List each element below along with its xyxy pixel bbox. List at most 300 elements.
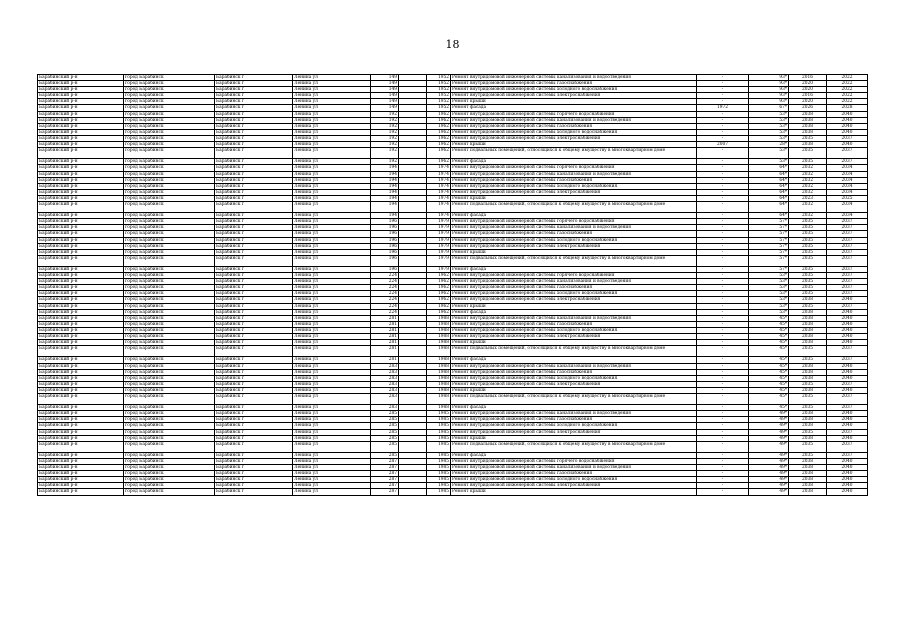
work-type-cell: Ремонт внутридомовой инженерной системы газоснабжения (451, 471, 697, 477)
house-number-cell: 283 (371, 387, 399, 393)
work-type-cell: Ремонт внутридомовой инженерной системы холодного водоснабжения (451, 291, 697, 297)
wear-cell: 53* (749, 159, 789, 165)
built-year-cell: 1962 (427, 129, 451, 135)
wear-cell: 45* (749, 381, 789, 387)
repair-schedule-table (37, 74, 868, 496)
locality-cell: Барабинск г (215, 99, 293, 105)
settlement-cell: город Барабинск (124, 321, 215, 327)
house-number-cell: 285 (371, 429, 399, 435)
locality-cell: Барабинск г (215, 237, 293, 243)
settlement-cell: город Барабинск (124, 93, 215, 99)
built-year-cell: 1979 (427, 255, 451, 266)
wear-cell: 53* (749, 117, 789, 123)
end-year-cell: 2040 (827, 340, 868, 346)
last-repair-year-cell: - (697, 267, 749, 273)
start-year-cell: 2038 (789, 471, 827, 477)
street-cell: Ленина ул (293, 459, 371, 465)
built-year-cell: 1962 (427, 297, 451, 303)
wear-cell: 45* (749, 363, 789, 369)
work-type-cell: Ремонт крыши (451, 142, 697, 148)
end-year-cell: 2037 (827, 393, 868, 404)
last-repair-year-cell: - (697, 357, 749, 363)
district-cell: Барабинский р-н (38, 267, 124, 273)
wear-cell: 28* (749, 142, 789, 148)
last-repair-year-cell: - (697, 291, 749, 297)
settlement-cell: город Барабинск (124, 327, 215, 333)
street-cell: Ленина ул (293, 243, 371, 249)
built-year-cell: 1988 (427, 357, 451, 363)
last-repair-year-cell: - (697, 279, 749, 285)
work-type-cell: Ремонт внутридомовой инженерной системы газоснабжения (451, 417, 697, 423)
work-type-cell: Ремонт фасада (451, 213, 697, 219)
house-number-cell: 285 (371, 423, 399, 429)
work-type-cell: Ремонт внутридомовой инженерной системы газоснабжения (451, 369, 697, 375)
built-year-cell: 1985 (427, 435, 451, 441)
end-year-cell: 2040 (827, 309, 868, 315)
settlement-cell: город Барабинск (124, 381, 215, 387)
start-year-cell: 2038 (789, 417, 827, 423)
settlement-cell: город Барабинск (124, 75, 215, 81)
house-number-cell: 287 (371, 465, 399, 471)
built-year-cell: 1985 (427, 441, 451, 452)
settlement-cell: город Барабинск (124, 142, 215, 148)
work-type-cell: Ремонт фасада (451, 159, 697, 165)
last-repair-year-cell: - (697, 346, 749, 357)
locality-cell: Барабинск г (215, 123, 293, 129)
wear-cell: 53* (749, 297, 789, 303)
street-cell: Ленина ул (293, 213, 371, 219)
built-year-cell: 1985 (427, 477, 451, 483)
street-cell: Ленина ул (293, 363, 371, 369)
street-cell: Ленина ул (293, 255, 371, 266)
street-cell: Ленина ул (293, 177, 371, 183)
wear-cell: 53* (749, 111, 789, 117)
settlement-cell: город Барабинск (124, 183, 215, 189)
last-repair-year-cell: - (697, 363, 749, 369)
settlement-cell: город Барабинск (124, 441, 215, 452)
street-cell: Ленина ул (293, 219, 371, 225)
work-type-cell: Ремонт внутридомовой инженерной системы канализования и водоотведения (451, 315, 697, 321)
district-cell: Барабинский р-н (38, 111, 124, 117)
end-year-cell: 2034 (827, 213, 868, 219)
work-type-cell: Ремонт внутридомовой инженерной системы горячего водоснабжения (451, 219, 697, 225)
start-year-cell: 2038 (789, 142, 827, 148)
street-cell: Ленина ул (293, 483, 371, 489)
last-repair-year-cell: - (697, 123, 749, 129)
house-number-cell: 285 (371, 452, 399, 458)
built-year-cell: 1979 (427, 249, 451, 255)
district-cell: Барабинский р-н (38, 171, 124, 177)
settlement-cell: город Барабинск (124, 81, 215, 87)
wear-cell: 64* (749, 171, 789, 177)
house-number-cell: 192 (371, 117, 399, 123)
wear-cell: 64* (749, 183, 789, 189)
start-year-cell: 2035 (789, 225, 827, 231)
wear-cell: 49* (749, 417, 789, 423)
start-year-cell: 2035 (789, 393, 827, 404)
built-year-cell: 1988 (427, 321, 451, 327)
built-year-cell: 1988 (427, 315, 451, 321)
house-number-cell: 281 (371, 357, 399, 363)
wear-cell: 53* (749, 309, 789, 315)
end-year-cell: 2037 (827, 357, 868, 363)
start-year-cell: 2038 (789, 309, 827, 315)
locality-cell: Барабинск г (215, 417, 293, 423)
district-cell: Барабинский р-н (38, 327, 124, 333)
built-year-cell: 1962 (427, 303, 451, 309)
last-repair-year-cell: - (697, 417, 749, 423)
street-cell: Ленина ул (293, 129, 371, 135)
wear-cell: 64* (749, 201, 789, 212)
settlement-cell: город Барабинск (124, 171, 215, 177)
wear-cell: 45* (749, 369, 789, 375)
house-number-cell: 192 (371, 148, 399, 159)
start-year-cell: 2035 (789, 291, 827, 297)
table-row (38, 255, 868, 266)
district-cell: Барабинский р-н (38, 375, 124, 381)
district-cell: Барабинский р-н (38, 357, 124, 363)
last-repair-year-cell: - (697, 129, 749, 135)
end-year-cell: 2022 (827, 87, 868, 93)
district-cell: Барабинский р-н (38, 411, 124, 417)
street-cell: Ленина ул (293, 117, 371, 123)
start-year-cell: 2038 (789, 459, 827, 465)
built-year-cell: 1962 (427, 309, 451, 315)
house-number-cell: 224 (371, 297, 399, 303)
settlement-cell: город Барабинск (124, 225, 215, 231)
built-year-cell: 1985 (427, 483, 451, 489)
end-year-cell: 2037 (827, 159, 868, 165)
house-number-cell: 196 (371, 237, 399, 243)
last-repair-year-cell: - (697, 273, 749, 279)
wear-cell: 57* (749, 249, 789, 255)
built-year-cell: 1962 (427, 123, 451, 129)
wear-cell: 45* (749, 387, 789, 393)
locality-cell: Барабинск г (215, 369, 293, 375)
end-year-cell: 2037 (827, 346, 868, 357)
wear-cell: 93* (749, 75, 789, 81)
locality-cell: Барабинск г (215, 273, 293, 279)
locality-cell: Барабинск г (215, 346, 293, 357)
district-cell: Барабинский р-н (38, 231, 124, 237)
built-year-cell: 1962 (427, 111, 451, 117)
wear-cell: 45* (749, 405, 789, 411)
district-cell: Барабинский р-н (38, 303, 124, 309)
built-year-cell: 1985 (427, 465, 451, 471)
built-year-cell: 1974 (427, 201, 451, 212)
locality-cell: Барабинск г (215, 285, 293, 291)
house-number-cell: 194 (371, 165, 399, 171)
settlement-cell: город Барабинск (124, 87, 215, 93)
street-cell: Ленина ул (293, 315, 371, 321)
locality-cell: Барабинск г (215, 381, 293, 387)
built-year-cell: 1985 (427, 459, 451, 465)
settlement-cell: город Барабинск (124, 273, 215, 279)
settlement-cell: город Барабинск (124, 297, 215, 303)
district-cell: Барабинский р-н (38, 201, 124, 212)
wear-cell: 57* (749, 267, 789, 273)
street-cell: Ленина ул (293, 195, 371, 201)
locality-cell: Барабинск г (215, 111, 293, 117)
start-year-cell: 2032 (789, 201, 827, 212)
last-repair-year-cell: - (697, 183, 749, 189)
end-year-cell: 2037 (827, 291, 868, 297)
wear-cell: 53* (749, 135, 789, 141)
wear-cell: 57* (749, 219, 789, 225)
locality-cell: Барабинск г (215, 291, 293, 297)
locality-cell: Барабинск г (215, 75, 293, 81)
settlement-cell: город Барабинск (124, 111, 215, 117)
house-number-cell: 194 (371, 183, 399, 189)
locality-cell: Барабинск г (215, 165, 293, 171)
last-repair-year-cell: - (697, 483, 749, 489)
start-year-cell: 2035 (789, 255, 827, 266)
end-year-cell: 2037 (827, 279, 868, 285)
work-type-cell: Ремонт подвальных помещений, относящихся к общему имуществу в многоквартирном доме (451, 255, 697, 266)
wear-cell: 93* (749, 87, 789, 93)
built-year-cell: 1974 (427, 177, 451, 183)
end-year-cell: 2040 (827, 471, 868, 477)
locality-cell: Барабинск г (215, 393, 293, 404)
wear-cell: 57* (749, 243, 789, 249)
start-year-cell: 2035 (789, 243, 827, 249)
wear-cell: 53* (749, 279, 789, 285)
last-repair-year-cell: - (697, 465, 749, 471)
street-cell: Ленина ул (293, 357, 371, 363)
wear-cell: 49* (749, 471, 789, 477)
work-type-cell: Ремонт крыши (451, 303, 697, 309)
street-cell: Ленина ул (293, 309, 371, 315)
start-year-cell: 2035 (789, 381, 827, 387)
locality-cell: Барабинск г (215, 309, 293, 315)
wear-cell: 49* (749, 411, 789, 417)
built-year-cell: 1988 (427, 369, 451, 375)
start-year-cell: 2023 (789, 195, 827, 201)
street-cell: Ленина ул (293, 183, 371, 189)
house-number-cell: 194 (371, 213, 399, 219)
built-year-cell: 1952 (427, 81, 451, 87)
street-cell: Ленина ул (293, 369, 371, 375)
settlement-cell: город Барабинск (124, 435, 215, 441)
settlement-cell: город Барабинск (124, 237, 215, 243)
last-repair-year-cell: - (697, 111, 749, 117)
table-row (38, 201, 868, 212)
street-cell: Ленина ул (293, 285, 371, 291)
work-type-cell: Ремонт крыши (451, 99, 697, 105)
last-repair-year-cell: - (697, 315, 749, 321)
start-year-cell: 2035 (789, 219, 827, 225)
end-year-cell: 2037 (827, 441, 868, 452)
built-year-cell: 1985 (427, 452, 451, 458)
district-cell: Барабинский р-н (38, 99, 124, 105)
built-year-cell: 1979 (427, 267, 451, 273)
end-year-cell: 2034 (827, 183, 868, 189)
built-year-cell: 1962 (427, 291, 451, 297)
last-repair-year-cell: - (697, 309, 749, 315)
start-year-cell: 2038 (789, 297, 827, 303)
locality-cell: Барабинск г (215, 129, 293, 135)
built-year-cell: 1988 (427, 363, 451, 369)
locality-cell: Барабинск г (215, 231, 293, 237)
locality-cell: Барабинск г (215, 189, 293, 195)
locality-cell: Барабинск г (215, 201, 293, 212)
settlement-cell: город Барабинск (124, 465, 215, 471)
locality-cell: Барабинск г (215, 183, 293, 189)
settlement-cell: город Барабинск (124, 471, 215, 477)
work-type-cell: Ремонт внутридомовой инженерной системы канализования и водоотведения (451, 279, 697, 285)
start-year-cell: 2020 (789, 87, 827, 93)
house-number-cell: 196 (371, 231, 399, 237)
settlement-cell: город Барабинск (124, 195, 215, 201)
end-year-cell: 2037 (827, 273, 868, 279)
house-number-cell: 283 (371, 381, 399, 387)
work-type-cell: Ремонт фасада (451, 452, 697, 458)
start-year-cell: 2038 (789, 111, 827, 117)
house-number-cell: 192 (371, 142, 399, 148)
district-cell: Барабинский р-н (38, 75, 124, 81)
wear-cell: 67* (749, 105, 789, 111)
building-cell (399, 148, 427, 159)
last-repair-year-cell: - (697, 243, 749, 249)
locality-cell: Барабинск г (215, 135, 293, 141)
street-cell: Ленина ул (293, 111, 371, 117)
built-year-cell: 1985 (427, 423, 451, 429)
settlement-cell: город Барабинск (124, 459, 215, 465)
house-number-cell: 285 (371, 417, 399, 423)
wear-cell: 45* (749, 357, 789, 363)
district-cell: Барабинский р-н (38, 285, 124, 291)
building-cell (399, 489, 427, 495)
wear-cell: 45* (749, 346, 789, 357)
start-year-cell: 2032 (789, 177, 827, 183)
last-repair-year-cell: - (697, 81, 749, 87)
house-number-cell: 224 (371, 303, 399, 309)
start-year-cell: 2038 (789, 123, 827, 129)
last-repair-year-cell: - (697, 177, 749, 183)
end-year-cell: 2022 (827, 93, 868, 99)
last-repair-year-cell: - (697, 387, 749, 393)
district-cell: Барабинский р-н (38, 369, 124, 375)
house-number-cell: 196 (371, 267, 399, 273)
street-cell: Ленина ул (293, 279, 371, 285)
street-cell: Ленина ул (293, 267, 371, 273)
work-type-cell: Ремонт внутридомовой инженерной системы электроснабжения (451, 381, 697, 387)
building-cell (399, 201, 427, 212)
start-year-cell: 2038 (789, 327, 827, 333)
work-type-cell: Ремонт внутридомовой инженерной системы канализования и водоотведения (451, 411, 697, 417)
start-year-cell: 2035 (789, 237, 827, 243)
last-repair-year-cell: - (697, 195, 749, 201)
end-year-cell: 2037 (827, 285, 868, 291)
built-year-cell: 1974 (427, 171, 451, 177)
building-cell (399, 346, 427, 357)
settlement-cell: город Барабинск (124, 375, 215, 381)
house-number-cell: 224 (371, 285, 399, 291)
last-repair-year-cell: - (697, 213, 749, 219)
last-repair-year-cell: - (697, 471, 749, 477)
district-cell: Барабинский р-н (38, 381, 124, 387)
district-cell: Барабинский р-н (38, 219, 124, 225)
start-year-cell: 2035 (789, 429, 827, 435)
settlement-cell: город Барабинск (124, 429, 215, 435)
district-cell: Барабинский р-н (38, 148, 124, 159)
wear-cell: 45* (749, 315, 789, 321)
built-year-cell: 1979 (427, 243, 451, 249)
built-year-cell: 1979 (427, 231, 451, 237)
street-cell: Ленина ул (293, 393, 371, 404)
start-year-cell: 2038 (789, 387, 827, 393)
last-repair-year-cell: 2007 (697, 142, 749, 148)
work-type-cell: Ремонт внутридомовой инженерной системы горячего водоснабжения (451, 111, 697, 117)
work-type-cell: Ремонт внутридомовой инженерной системы электроснабжения (451, 243, 697, 249)
end-year-cell: 2040 (827, 459, 868, 465)
house-number-cell: 285 (371, 411, 399, 417)
end-year-cell: 2037 (827, 405, 868, 411)
start-year-cell: 2016 (789, 93, 827, 99)
locality-cell: Барабинск г (215, 477, 293, 483)
settlement-cell: город Барабинск (124, 315, 215, 321)
settlement-cell: город Барабинск (124, 129, 215, 135)
end-year-cell: 2040 (827, 321, 868, 327)
last-repair-year-cell: - (697, 393, 749, 404)
district-cell: Барабинский р-н (38, 105, 124, 111)
last-repair-year-cell: - (697, 452, 749, 458)
end-year-cell: 2040 (827, 111, 868, 117)
built-year-cell: 1979 (427, 237, 451, 243)
street-cell: Ленина ул (293, 142, 371, 148)
work-type-cell: Ремонт фасада (451, 357, 697, 363)
end-year-cell: 2034 (827, 177, 868, 183)
last-repair-year-cell: - (697, 441, 749, 452)
district-cell: Барабинский р-н (38, 279, 124, 285)
end-year-cell: 2040 (827, 123, 868, 129)
start-year-cell: 2035 (789, 231, 827, 237)
house-number-cell: 285 (371, 435, 399, 441)
building-cell (399, 441, 427, 452)
house-number-cell: 287 (371, 489, 399, 495)
house-number-cell: 196 (371, 225, 399, 231)
built-year-cell: 1988 (427, 405, 451, 411)
locality-cell: Барабинск г (215, 249, 293, 255)
locality-cell: Барабинск г (215, 195, 293, 201)
last-repair-year-cell: - (697, 237, 749, 243)
start-year-cell: 2026 (789, 105, 827, 111)
work-type-cell: Ремонт внутридомовой инженерной системы горячего водоснабжения (451, 273, 697, 279)
locality-cell: Барабинск г (215, 387, 293, 393)
built-year-cell: 1952 (427, 75, 451, 81)
district-cell: Барабинский р-н (38, 483, 124, 489)
built-year-cell: 1962 (427, 148, 451, 159)
street-cell: Ленина ул (293, 249, 371, 255)
district-cell: Барабинский р-н (38, 183, 124, 189)
end-year-cell: 2040 (827, 477, 868, 483)
district-cell: Барабинский р-н (38, 363, 124, 369)
street-cell: Ленина ул (293, 465, 371, 471)
wear-cell: 64* (749, 165, 789, 171)
street-cell: Ленина ул (293, 423, 371, 429)
locality-cell: Барабинск г (215, 255, 293, 266)
district-cell: Барабинский р-н (38, 477, 124, 483)
start-year-cell: 2016 (789, 75, 827, 81)
locality-cell: Барабинск г (215, 81, 293, 87)
wear-cell: 45* (749, 321, 789, 327)
settlement-cell: город Барабинск (124, 267, 215, 273)
house-number-cell: 224 (371, 273, 399, 279)
street-cell: Ленина ул (293, 123, 371, 129)
street-cell: Ленина ул (293, 93, 371, 99)
start-year-cell: 2038 (789, 129, 827, 135)
street-cell: Ленина ул (293, 201, 371, 212)
